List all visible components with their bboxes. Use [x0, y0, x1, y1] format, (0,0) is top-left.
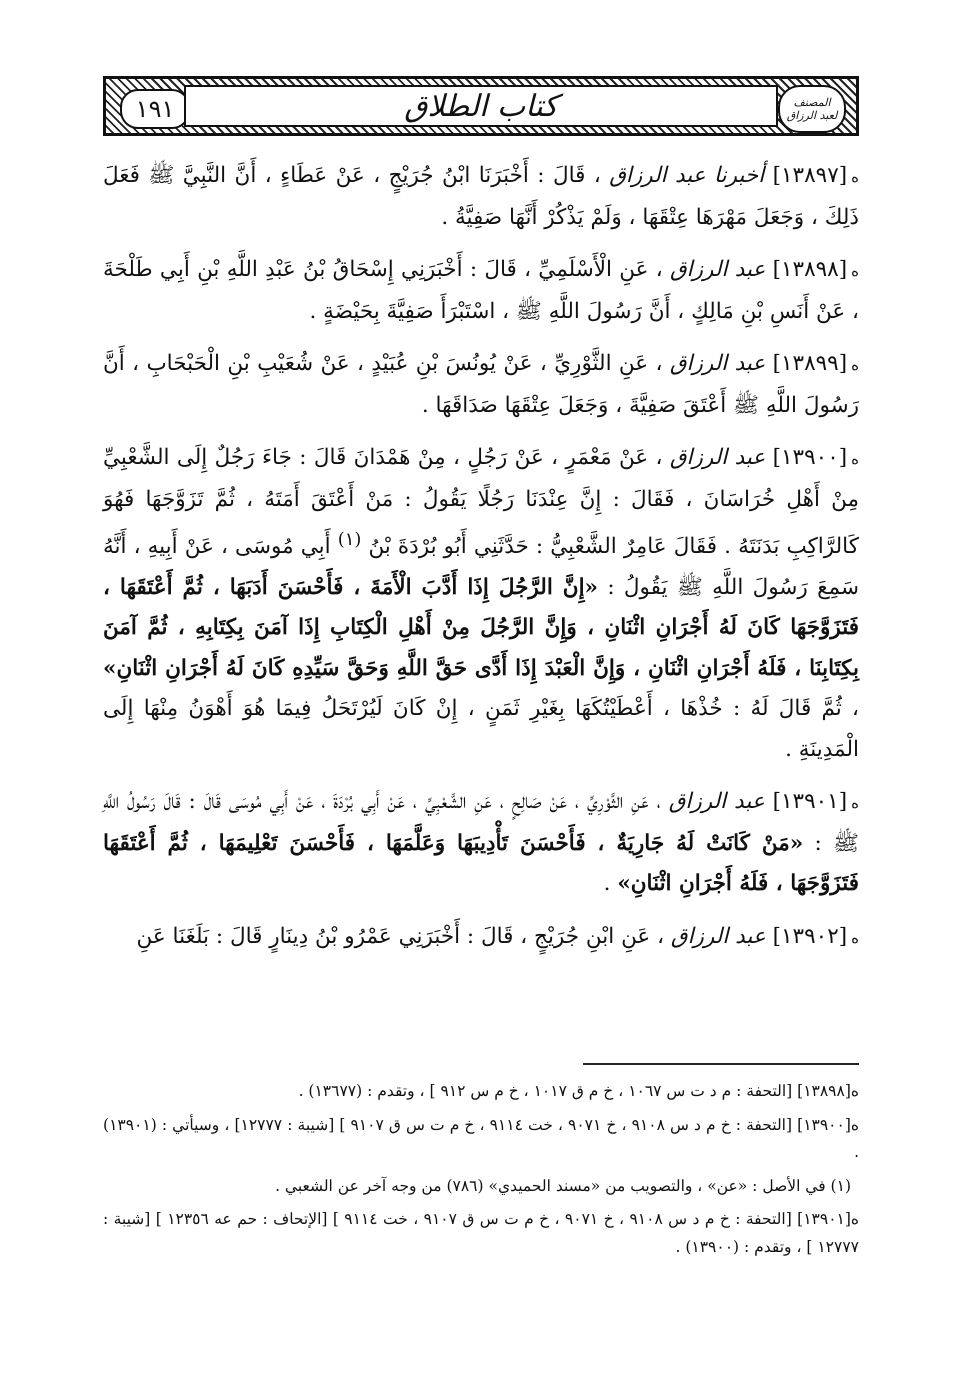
entry-text: ، عَنِ الْأَسْلَمِيِّ ، قَالَ : أَخْبَرَنِي إِسْحَاقُ بْنُ عَبْدِ اللَّهِ بْنِ أَبِي طَلْحَةَ ، عَنْ أَنَسِ بْنِ مَالِكٍ ، أَنَّ رَسُولَ اللَّهِ ﷺ ، اسْتَبْرَأَ صَفِيَّةَ بِحَيْضَةٍ .	[103, 257, 859, 324]
entry-number: [١٣٨٩٨]	[772, 257, 848, 282]
hadith-entry-13901	[103, 782, 859, 905]
logo-line-1: المصنف	[793, 96, 831, 109]
entry-number: [١٣٩٠٢]	[772, 923, 848, 949]
entry-marker: ه	[851, 168, 859, 186]
entry-text-end: ، ثُمَّ قَالَ لَهُ : خُذْهَا ، أَعْطَيْتُكَهَا بِغَيْرِ ثَمَنٍ ، إِنْ كَانَ لَيُرْتَحَلُ فِيمَا هُوَ أَهْوَنُ مِنْهَا إِلَى الْمَدِينَةِ .	[103, 696, 859, 762]
entry-source: عبد الرزاق	[668, 789, 765, 815]
page-number: ١٩١	[120, 89, 190, 129]
entry-marker: ه	[851, 928, 859, 947]
header-title-frame	[184, 85, 778, 127]
entry-text: ، عَنْ مَعْمَرٍ ، عَنْ رَجُلٍ ، مِنْ هَمْدَانَ قَالَ : جَاءَ رَجُلٌ إِلَى الشَّعْبِيِّ مِنْ أَهْلِ خُرَاسَانَ ، فَقَالَ : إِنَّ عِنْدَنَا رَجُلًا يَقُولُ : مَنْ أَعْتَقَ أَمَتَهُ ، ثُمَّ تَزَوَّجَهَا فَهُوَ كَالرَّاكِبِ بَدَنَتَهُ . فَقَالَ عَامِرٌ الشَّعْبِيُّ : حَدَّثَنِي أَبُو بُرْدَةَ بْنُ	[103, 445, 859, 560]
prophetic-quote: «إِنَّ الرَّجُلَ إِذَا أَدَّبَ الْأَمَةَ ، فَأَحْسَنَ أَدَبَهَا ، ثُمَّ أَعْتَقَهَا ، فَتَزَوَّجَهَا كَانَ لَهُ أَجْرَانِ اثْنَانِ ، وَإِنَّ الرَّجُلَ مِنْ أَهْلِ الْكِتَابِ إِذَا آمَنَ بِكِتَابِهِ ، ثُمَّ آمَنَ بِكِتَابِنَا ، فَلَهُ أَجْرَانِ اثْنَانِ ، وَإِنَّ الْعَبْدَ إِذَا أَدَّى حَقَّ اللَّهِ وَحَقَّ سَيِّدِهِ كَانَ لَهُ أَجْرَانِ اثْنَانِ»	[103, 574, 859, 681]
references-section	[103, 1078, 859, 1267]
footnote-ref: (١)	[337, 529, 362, 550]
entry-text: ، عَنِ ابْنِ جُرَيْجٍ ، قَالَ : أَخْبَرَنِي عَمْرُو بْنُ دِينَارٍ قَالَ : بَلَغَنَا عَنِ	[136, 923, 665, 949]
hadith-entry-13899	[103, 344, 859, 426]
entry-number: [١٣٨٩٧]	[772, 163, 848, 188]
main-text	[103, 156, 859, 970]
entry-marker: ه	[851, 356, 859, 374]
hadith-entry-13902	[103, 917, 859, 959]
reference-note-13901: ه[١٣٩٠١] [التحفة : خ م د س ٩١٠٨ ، خ ٩٠٧١ ، خ م ت س ق ٩١٠٧ ، خت ٩١١٤ ] [الإتحاف : حم عه ١٢٣٥٦ ] [شيبة : ١٢٧٧٧ ] ، وتقدم : (١٣٩٠٠) .	[103, 1210, 860, 1256]
entry-text-end: .	[603, 871, 611, 897]
prophetic-quote: «مَنْ كَانَتْ لَهُ جَارِيَةٌ ، فَأَحْسَنَ تَأْدِيبَهَا وَعَلَّمَهَا ، فَأَحْسَنَ تَعْلِيمَهَا ، ثُمَّ أَعْتَقَهَا فَتَزَوَّجَهَا ، فَلَهُ أَجْرَانِ اثْنَانِ»	[103, 830, 859, 897]
entry-text: ، عَنِ الثَّوْرِيِّ ، عَنْ صَالِحٍ ، عَنِ الشَّعْبِيِّ ، عَنْ أَبِي بُرْدَةَ ، عَنْ أَبِي مُوسَى قَالَ : قَالَ رَسُولُ اللَّهِ ﷺ :	[103, 789, 859, 856]
reference-note-13900: ه[١٣٩٠٠] [التحفة : خ م د س ٩١٠٨ ، خ ٩٠٧١ ، خت ٩١١٤ ، خ م ت س ق ٩١٠٧ ] [شيبة : ١٢٧٧٧] ، وسيأتي : (١٣٩٠١) .	[103, 1115, 859, 1161]
entry-source: عبد الرزاق	[669, 351, 766, 376]
book-logo	[778, 85, 846, 133]
entry-number: [١٣٨٩٩]	[772, 351, 848, 376]
entry-source: عبد الرزاق	[669, 445, 766, 470]
reference-note-13898: ه[١٣٨٩٨] [التحفة : م د ت س ١٠٦٧ ، خ م ق ١٠١٧ ، خ م س ٩١٢ ] ، وتقدم : (١٣٦٧٧) .	[298, 1082, 859, 1100]
hadith-entry-13898	[103, 250, 859, 332]
entry-marker: ه	[851, 450, 859, 468]
entry-number: [١٣٩٠٠]	[772, 445, 848, 470]
chapter-title: كتاب الطلاق	[404, 88, 558, 124]
footnote-divider	[583, 1063, 859, 1065]
hadith-entry-13897	[103, 156, 859, 238]
entry-number: [١٣٩٠١]	[772, 789, 848, 815]
footnote-1: (١) في الأصل : «عن» ، والتصويب من «مسند الحميدي» (٧٨٦) من وجه آخر عن الشعبي .	[275, 1176, 851, 1195]
logo-line-2: لعبد الرزاق	[786, 109, 838, 122]
entry-marker: ه	[851, 262, 859, 280]
entry-source: أخبرنا عبد الرزاق	[609, 163, 765, 188]
page-header	[103, 76, 859, 136]
entry-marker: ه	[851, 794, 859, 813]
entry-text-continued: أَبِي مُوسَى ، عَنْ أَبِيهِ ، أَنَّهُ سَمِعَ رَسُولَ اللَّهِ ﷺ يَقُولُ :	[103, 534, 860, 600]
entry-text: ، عَنِ الثَّوْرِيِّ ، عَنْ يُونُسَ بْنِ عُبَيْدٍ ، عَنْ شُعَيْبِ بْنِ الْحَبْحَابِ ، أَنَّ رَسُولَ اللَّهِ ﷺ أَعْتَقَ صَفِيَّةَ ، وَجَعَلَ عِتْقَهَا صَدَاقَهَا .	[103, 351, 859, 418]
entry-text: ، قَالَ : أَخْبَرَنَا ابْنُ جُرَيْجٍ ، عَنْ عَطَاءٍ ، أَنَّ النَّبِيَّ ﷺ فَعَلَ ذَلِكَ ، وَجَعَلَ مَهْرَهَا عِتْقَهَا ، وَلَمْ يَذْكُرْ أَنَّهَا صَفِيَّةُ .	[103, 163, 859, 230]
entry-source: عبد الرزاق	[670, 257, 766, 282]
hadith-entry-13900	[103, 438, 859, 770]
entry-source: عبد الرزاق	[670, 923, 766, 949]
